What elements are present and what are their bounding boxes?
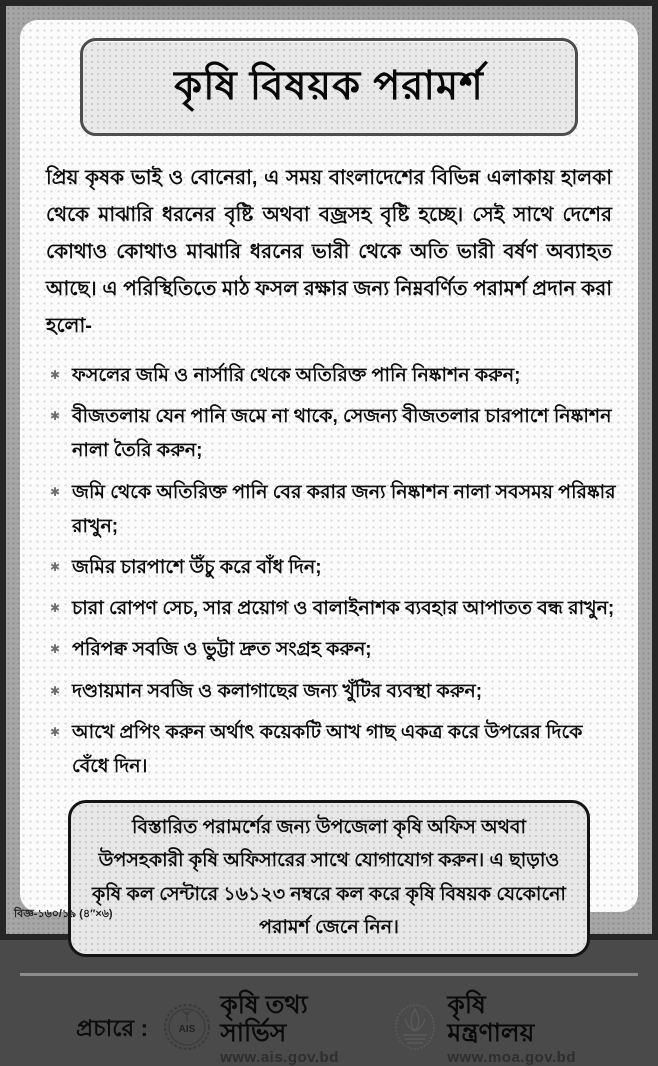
- org-moa: [391, 992, 576, 1066]
- bullet-icon: ✱: [50, 484, 61, 499]
- footer: [42, 976, 616, 1066]
- advice-text: জমির চারপাশে উঁচু করে বাঁধ দিন;: [72, 556, 322, 578]
- list-item: [48, 716, 616, 784]
- page-title: কৃষি বিষয়ক পরামর্শ: [174, 63, 484, 108]
- advice-text: চারা রোপণ সেচ, সার প্রয়োগ ও বালাইনাশক ব্যবহার আপাতত বন্ধ রাখুন;: [72, 598, 615, 620]
- advice-text: ফসলের জমি ও নার্সারি থেকে অতিরিক্ত পানি নিষ্কাশন করুন;: [72, 365, 521, 386]
- list-item: [48, 359, 616, 393]
- org-name: কৃষি তথ্য সার্ভিস: [220, 991, 308, 1047]
- ais-logo-icon: [162, 1002, 212, 1057]
- contact-box-text: বিস্তারিত পরামর্শের জন্য উপজেলা কৃষি অফিস অথবা উপসহকারী কৃষি অফিসারের সাথে যোগাযোগ করুন। এ ছাড়াও কৃষি কল সেন্টারে ১৬১২৩ নম্বরে কল করে কৃষি বিষয়ক যেকোনো পরামর্শ জেনে নিন।: [92, 817, 566, 938]
- bullet-icon: ✱: [50, 368, 61, 382]
- title-box: [80, 38, 578, 136]
- advice-text: আখে প্রপিং করুন অর্থাৎ কয়েকটি আখ গাছ একত্র করে উপরের দিকে বেঁধে দিন।: [72, 721, 583, 777]
- intro-paragraph: প্রিয় কৃষক ভাই ও বোনেরা, এ সময় বাংলাদেশের বিভিন্ন এলাকায় হালকা থেকে মাঝারি ধরনের বৃষ্টি অথবা বজ্রসহ বৃষ্টি হচ্ছে। সেই সাথে দেশের কোথাও কোথাও মাঝারি ধরনের ভারী থেকে অতি ভারী বর্ষণ অব্যাহত আছে। এ পরিস্থিতিতে মাঠ ফসল রক্ষার জন্য নিম্নবর্ণিত পরামর্শ প্রদান করা হলো-: [46, 167, 612, 337]
- advice-list: [42, 359, 616, 784]
- bullet-icon: ✱: [50, 683, 61, 698]
- contact-box: [68, 800, 590, 957]
- list-item: [48, 675, 616, 709]
- svg-text:AIS: AIS: [178, 1023, 196, 1035]
- list-item: [48, 551, 616, 585]
- bullet-icon: ✱: [50, 642, 61, 657]
- list-item: [48, 592, 616, 626]
- org-url: www.ais.gov.bd: [220, 1049, 339, 1066]
- publicity-label: প্রচারে :: [76, 1014, 149, 1041]
- moa-emblem-icon: [391, 1001, 439, 1058]
- org-name: কৃষি মন্ত্রণালয়: [447, 991, 535, 1047]
- advice-text: বীজতলায় যেন পানি জমে না থাকে, সেজন্য বীজতলার চারপাশে নিষ্কাশন নালা তৈরি করুন;: [72, 406, 612, 462]
- bullet-icon: ✱: [50, 724, 61, 739]
- bullet-icon: ✱: [50, 559, 61, 574]
- bullet-icon: ✱: [50, 409, 61, 424]
- advice-text: পরিপক্ব সবজি ও ভুট্টা দ্রুত সংগ্রহ করুন;: [72, 639, 372, 661]
- list-item: [48, 400, 616, 468]
- org-ais: [162, 992, 357, 1066]
- org-url: www.moa.gov.bd: [447, 1049, 576, 1066]
- bullet-icon: ✱: [50, 601, 61, 616]
- advice-text: দণ্ডায়মান সবজি ও কলাগাছের জন্য খুঁটির ব্যবস্থা করুন;: [72, 680, 483, 702]
- list-item: [48, 633, 616, 667]
- advice-text: জমি থেকে অতিরিক্ত পানি বের করার জন্য নিষ্কাশন নালা সবসময় পরিষ্কার রাখুন;: [72, 481, 616, 537]
- print-reference: বিজ্ঞ-১৬০/১৯ (৪″×৬): [14, 908, 113, 920]
- list-item: [48, 476, 616, 544]
